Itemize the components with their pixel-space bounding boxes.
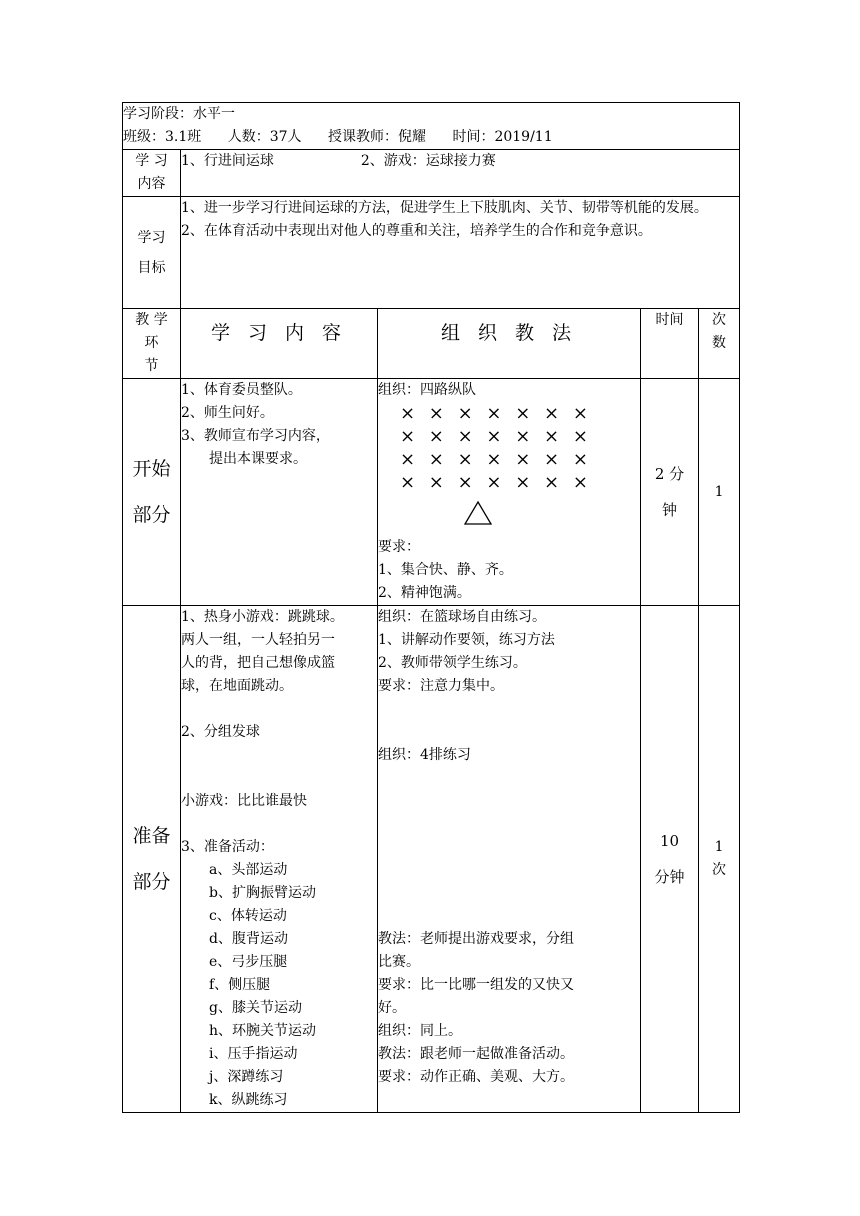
content-item-2: 2、游戏：运球接力赛 xyxy=(360,153,496,169)
start-content: 1、体育委员整队。 2、师生问好。 3、教师宣布学习内容， 提出本课要求。 xyxy=(181,379,378,606)
method-column-header: 组 织 教 法 xyxy=(378,309,641,379)
goal-label: 学习 目标 xyxy=(123,197,181,309)
goal-item-1: 1、进一步学习行进间运球的方法，促进学生上下肢肌肉、关节、韧带等机能的发展。 xyxy=(181,200,708,216)
prep-content: 1、热身小游戏：跳跳球。 两人一组，一人轻拍另一 人的背，把自己想像成篮 球，在地面跳动。 2、分组发球 小游戏：比比谁最快 3、准备活动： a、头部运动 b、扩胸振臂运动 c、体转运动 d、腹背运动 e、弓步压腿 f、侧压腿 g、膝关节运动 h、环腕关节运动 i、压手指运动 j、深蹲练习 k、纵跳练习 xyxy=(181,606,378,1113)
lesson-plan-table xyxy=(122,102,740,1113)
prep-method: 组织：在篮球场自由练习。 1、讲解动作要领，练习方法 2、教师带领学生练习。 要求：注意力集中。 组织：4排练习 教法：老师提出游戏要求，分组 比赛。 要求：比一比哪一组发的又快又 好。 组织：同上。 教法：跟老师一起做准备活动。 要求：动作正确、美观、大方。 xyxy=(378,606,641,1113)
column-header-row xyxy=(123,309,740,379)
prep-count: 1 次 xyxy=(699,606,740,1113)
time-text: 时间：2019/11 xyxy=(452,129,553,145)
stage-text: 学习阶段：水平一 xyxy=(123,106,235,122)
start-section-row xyxy=(123,379,740,606)
prep-section-row xyxy=(123,606,740,1113)
content-column-header: 学 习 内 容 xyxy=(181,309,378,379)
goal-item-2: 2、在体育活动中表现出对他人的尊重和关注，培养学生的合作和竞争意识。 xyxy=(181,223,652,239)
formation-row-2: × × × × × × × xyxy=(400,426,592,447)
start-section-label: 开始 部分 xyxy=(123,379,181,606)
prep-time: 10 分钟 xyxy=(641,606,699,1113)
goal-row xyxy=(123,197,740,309)
class-text: 班级：3.1班 xyxy=(123,129,202,145)
content-row xyxy=(123,150,740,197)
teacher-text: 授课教师：倪耀 xyxy=(328,129,426,145)
count-column-header: 次 数 xyxy=(699,309,740,379)
formation-row-4: × × × × × × × xyxy=(400,472,592,493)
formation-row-1: × × × × × × × xyxy=(400,403,592,424)
start-method: 组织：四路纵队 × × × × × × × × × × × × × × × × × × × × × × × × × × × × 要求： 1、集合快、静、齐。 2、精神饱满。 xyxy=(378,379,641,606)
time-column-header: 时间 xyxy=(641,309,699,379)
formation-row-3: × × × × × × × xyxy=(400,449,592,470)
header-row xyxy=(123,103,740,150)
content-label: 学 习 内容 xyxy=(123,150,181,197)
content-item-1: 1、行进间运球 xyxy=(181,153,274,169)
start-count: 1 xyxy=(699,379,740,606)
start-time: 2 分 钟 xyxy=(641,379,699,606)
count-text: 人数：37人 xyxy=(227,129,302,145)
section-column-header: 教 学 环 节 xyxy=(123,309,181,379)
prep-section-label: 准备 部分 xyxy=(123,606,181,1113)
teacher-triangle-icon xyxy=(463,500,493,526)
